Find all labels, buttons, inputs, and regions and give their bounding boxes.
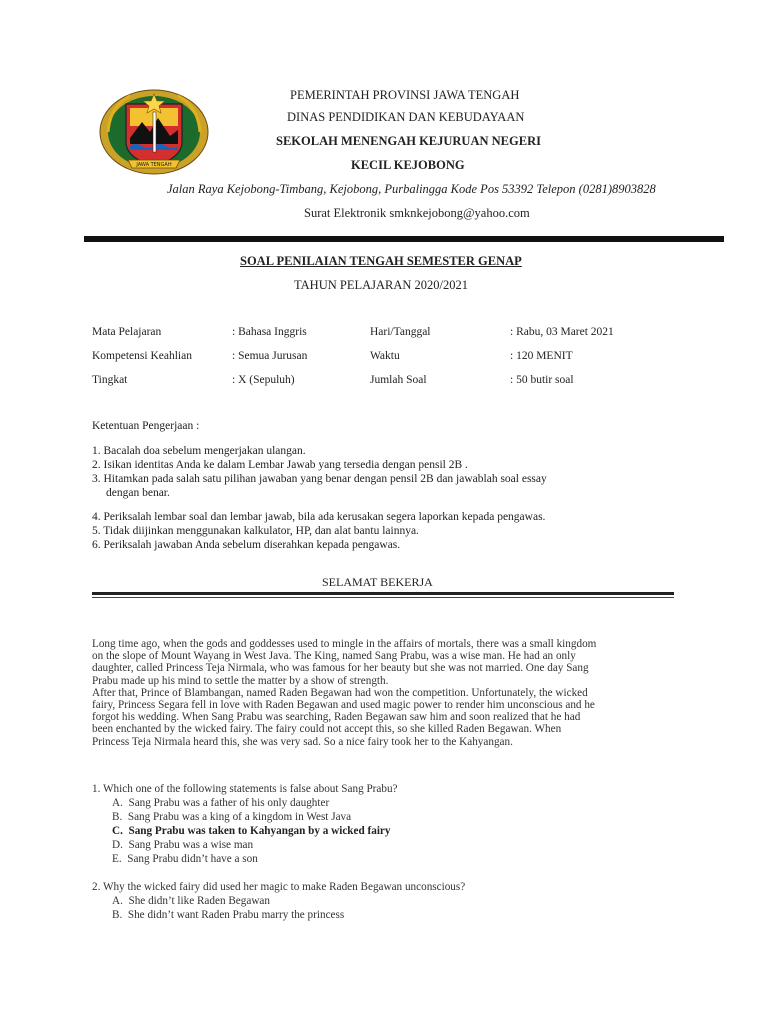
question-2-text: 2. Why the wicked fairy did used her magic to make Raden Begawan unconscious? (92, 881, 466, 893)
rule-item: 4. Periksalah lembar soal dan lembar jawab, bila ada kerusakan segera laporkan kepada pengawas. (92, 511, 546, 523)
option-letter: B. (112, 909, 123, 921)
passage-line: fairy, Princess Segara fell in love with Raden Begawan and used magic power to render him unconscious and he (92, 699, 595, 712)
letterhead-line-2: DINAS PENDIDIKAN DAN KEBUDAYAAN (287, 110, 525, 124)
closing-greeting: SELAMAT BEKERJA (322, 575, 433, 589)
info-value: : 50 butir soal (510, 374, 574, 386)
option-letter: C. (112, 825, 123, 837)
rule-item-continuation: dengan benar. (106, 487, 170, 499)
option-text: Sang Prabu didn’t have a son (127, 853, 258, 865)
passage-line: been enchanted by the wicked fairy. The fairy could not accept this, so she killed Raden Begawan. When (92, 723, 562, 736)
question-1-option-b[interactable] (112, 811, 351, 823)
passage-line: Long time ago, when the gods and goddesses used to mingle in the affairs of mortals, there was a small kingdom (92, 638, 597, 650)
section-divider-thick (92, 592, 674, 595)
rule-item: 5. Tidak diijinkan menggunakan kalkulator, HP, dan alat bantu lainnya. (92, 525, 419, 537)
letterhead-email: Surat Elektronik smknkejobong@yahoo.com (304, 206, 530, 220)
info-value: : Semua Jurusan (232, 350, 308, 362)
question-1-option-a[interactable] (112, 797, 329, 809)
letterhead-line-1: PEMERINTAH PROVINSI JAWA TENGAH (290, 88, 520, 102)
rule-item: 6. Periksalah jawaban Anda sebelum diserahkan kepada pengawas. (92, 539, 401, 551)
option-text: Sang Prabu was a king of a kingdom in West Java (127, 811, 352, 823)
option-letter: D. (112, 839, 123, 851)
info-label: Hari/Tanggal (370, 326, 431, 338)
info-value: : X (Sepuluh) (232, 374, 295, 386)
option-text: Sang Prabu was a wise man (128, 839, 254, 851)
rule-item: 3. Hitamkan pada salah satu pilihan jawaban yang benar dengan pensil 2B dan jawablah soal essay (92, 473, 547, 485)
rule-item: 2. Isikan identitas Anda ke dalam Lembar Jawab yang tersedia dengan pensil 2B . (92, 459, 468, 471)
info-label: Mata Pelajaran (92, 326, 162, 338)
option-letter: E. (112, 853, 122, 865)
passage-line: forgot his wedding. When Sang Prabu was searching, Raden Begawan saw him and soon realized that he had (92, 711, 581, 724)
passage-line: After that, Prince of Blambangan, named Raden Begawan had won the competition. Unfortunately, the wicked (92, 686, 588, 699)
rule-item: 1. Bacalah doa sebelum mengerjakan ulangan. (92, 445, 306, 457)
info-label: Waktu (370, 350, 400, 362)
passage-line: Princess Teja Nirmala heard this, she was very sad. So a nice fairy took her to the Kahyangan. (92, 735, 513, 748)
option-letter: A. (112, 797, 123, 809)
question-1-option-e[interactable] (112, 853, 258, 865)
question-2-option-b[interactable] (112, 909, 344, 921)
info-label: Jumlah Soal (370, 374, 427, 386)
province-emblem-logo (98, 86, 210, 180)
option-letter: B. (112, 811, 123, 823)
letterhead-divider (84, 236, 724, 242)
reading-passage (92, 638, 684, 748)
rules-heading: Ketentuan Pengerjaan : (92, 420, 200, 432)
question-1-option-d[interactable] (112, 839, 253, 851)
info-value: : 120 MENIT (510, 350, 573, 362)
passage-line: daughter, called Princess Teja Nirmala, who was famous for her beauty but she was not married. One day Sang (92, 662, 589, 675)
letterhead-school-name: SEKOLAH MENENGAH KEJURUAN NEGERI (276, 134, 541, 148)
section-divider-thin (92, 597, 674, 598)
option-text: Sang Prabu was a father of his only daughter (128, 797, 330, 809)
question-1-option-c[interactable] (112, 825, 391, 837)
svg-text:JAWA TENGAH: JAWA TENGAH (136, 162, 172, 168)
option-text: Sang Prabu was taken to Kahyangan by a wicked fairy (128, 825, 391, 837)
info-value: : Bahasa Inggris (232, 326, 307, 338)
option-text: She didn’t like Raden Begawan (128, 895, 270, 907)
info-label: Kompetensi Keahlian (92, 350, 192, 362)
passage-line: Prabu made up his mind to settle the matter by a show of strength. (92, 674, 389, 687)
letterhead-address: Jalan Raya Kejobong-Timbang, Kejobong, Purbalingga Kode Pos 53392 Telepon (0281)8903828 (167, 182, 656, 196)
passage-line: on the slope of Mount Wayang in West Java. The King, named Sang Prabu, was a wise man. He had an only (92, 650, 576, 663)
info-label: Tingkat (92, 374, 128, 386)
option-text: She didn’t want Raden Prabu marry the princess (127, 909, 345, 921)
exam-title: SOAL PENILAIAN TENGAH SEMESTER GENAP (240, 254, 522, 268)
option-letter: A. (112, 895, 123, 907)
exam-year: TAHUN PELAJARAN 2020/2021 (294, 278, 468, 292)
info-value: : Rabu, 03 Maret 2021 (510, 326, 614, 338)
letterhead-school-subname: KECIL KEJOBONG (351, 158, 465, 172)
question-1-text: 1. Which one of the following statements is false about Sang Prabu? (92, 783, 398, 795)
question-2-option-a[interactable] (112, 895, 270, 907)
